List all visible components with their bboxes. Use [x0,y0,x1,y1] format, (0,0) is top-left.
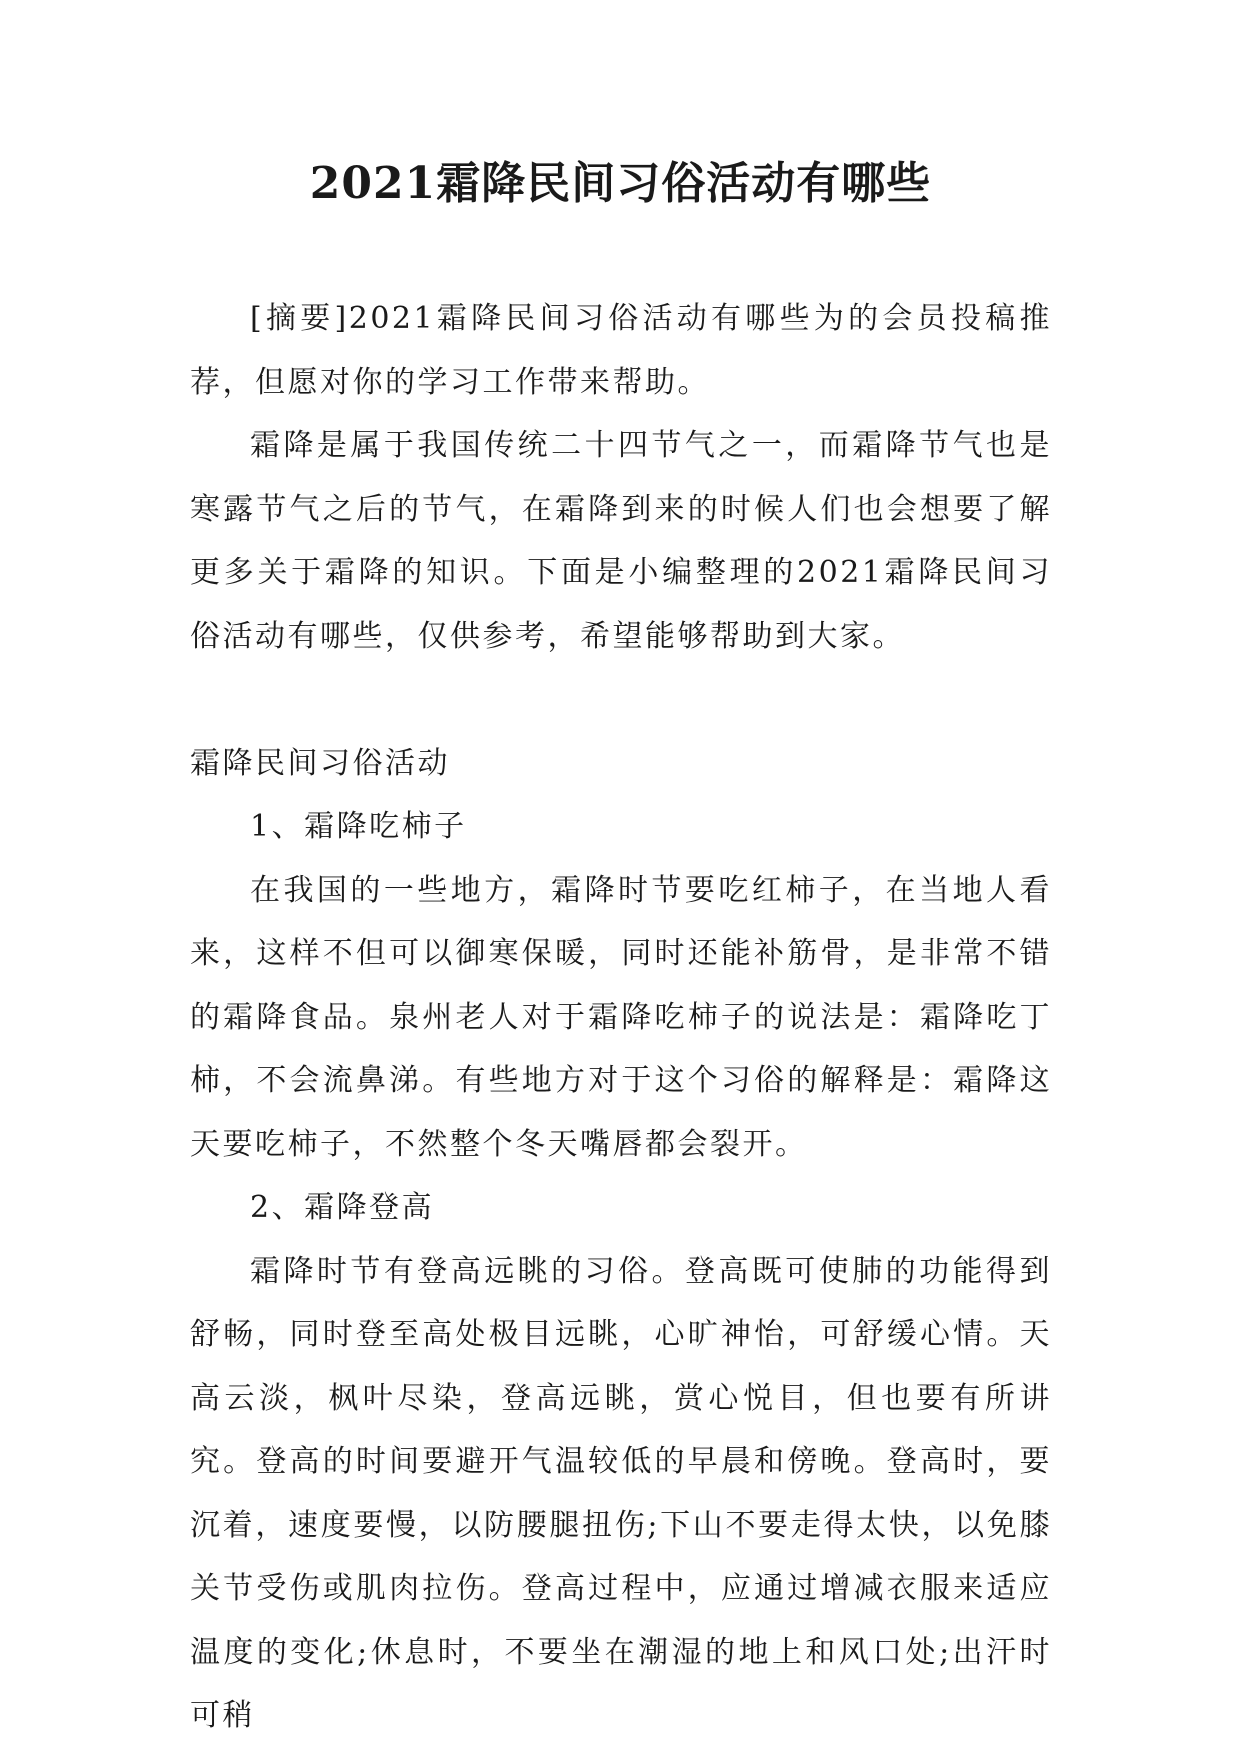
item-heading-1: 1、霜降吃柿子 [250,809,467,844]
item-paragraph-1: 在我国的一些地方，霜降时节要吃红柿子，在当地人看来，这样不但可以御寒保暖，同时还能补筋骨，是非常不错的霜降食品。泉州老人对于霜降吃柿子的说法是：霜降吃丁柿，不会流鼻涕。有些地方对于这个习俗的解释是：霜降这天要吃柿子，不然整个冬天嘴唇都会裂开。 [190,872,1052,1162]
document-title: 2021霜降民间习俗活动有哪些 [309,158,932,209]
item-heading-2: 2、霜降登高 [250,1190,435,1225]
paragraph-gap [190,668,1052,732]
abstract-paragraph: [摘要]2021霜降民间习俗活动有哪些为的会员投稿推荐，但愿对你的学习工作带来帮助。 [190,301,1052,400]
item-paragraph-2: 霜降时节有登高远眺的习俗。登高既可使肺的功能得到舒畅，同时登至高处极目远眺，心旷神怡，可舒缓心情。天高云淡，枫叶尽染，登高远眺，赏心悦目，但也要有所讲究。登高的时间要避开气温较低的早晨和傍晚。登高时，要沉着，速度要慢，以防腰腿扭伤;下山不要走得太快，以免膝关节受伤或肌肉拉伤。登高过程中，应通过增减衣服来适应温度的变化;休息时，不要坐在潮湿的地上和风口处;出汗时可稍 [190,1253,1052,1733]
section-heading: 霜降民间习俗活动 [190,745,450,781]
document-body [190,287,1052,1748]
intro-paragraph: 霜降是属于我国传统二十四节气之一，而霜降节气也是寒露节气之后的节气，在霜降到来的时候人们也会想要了解更多关于霜降的知识。下面是小编整理的2021霜降民间习俗活动有哪些，仅供参考，希望能够帮助到大家。 [190,428,1052,654]
